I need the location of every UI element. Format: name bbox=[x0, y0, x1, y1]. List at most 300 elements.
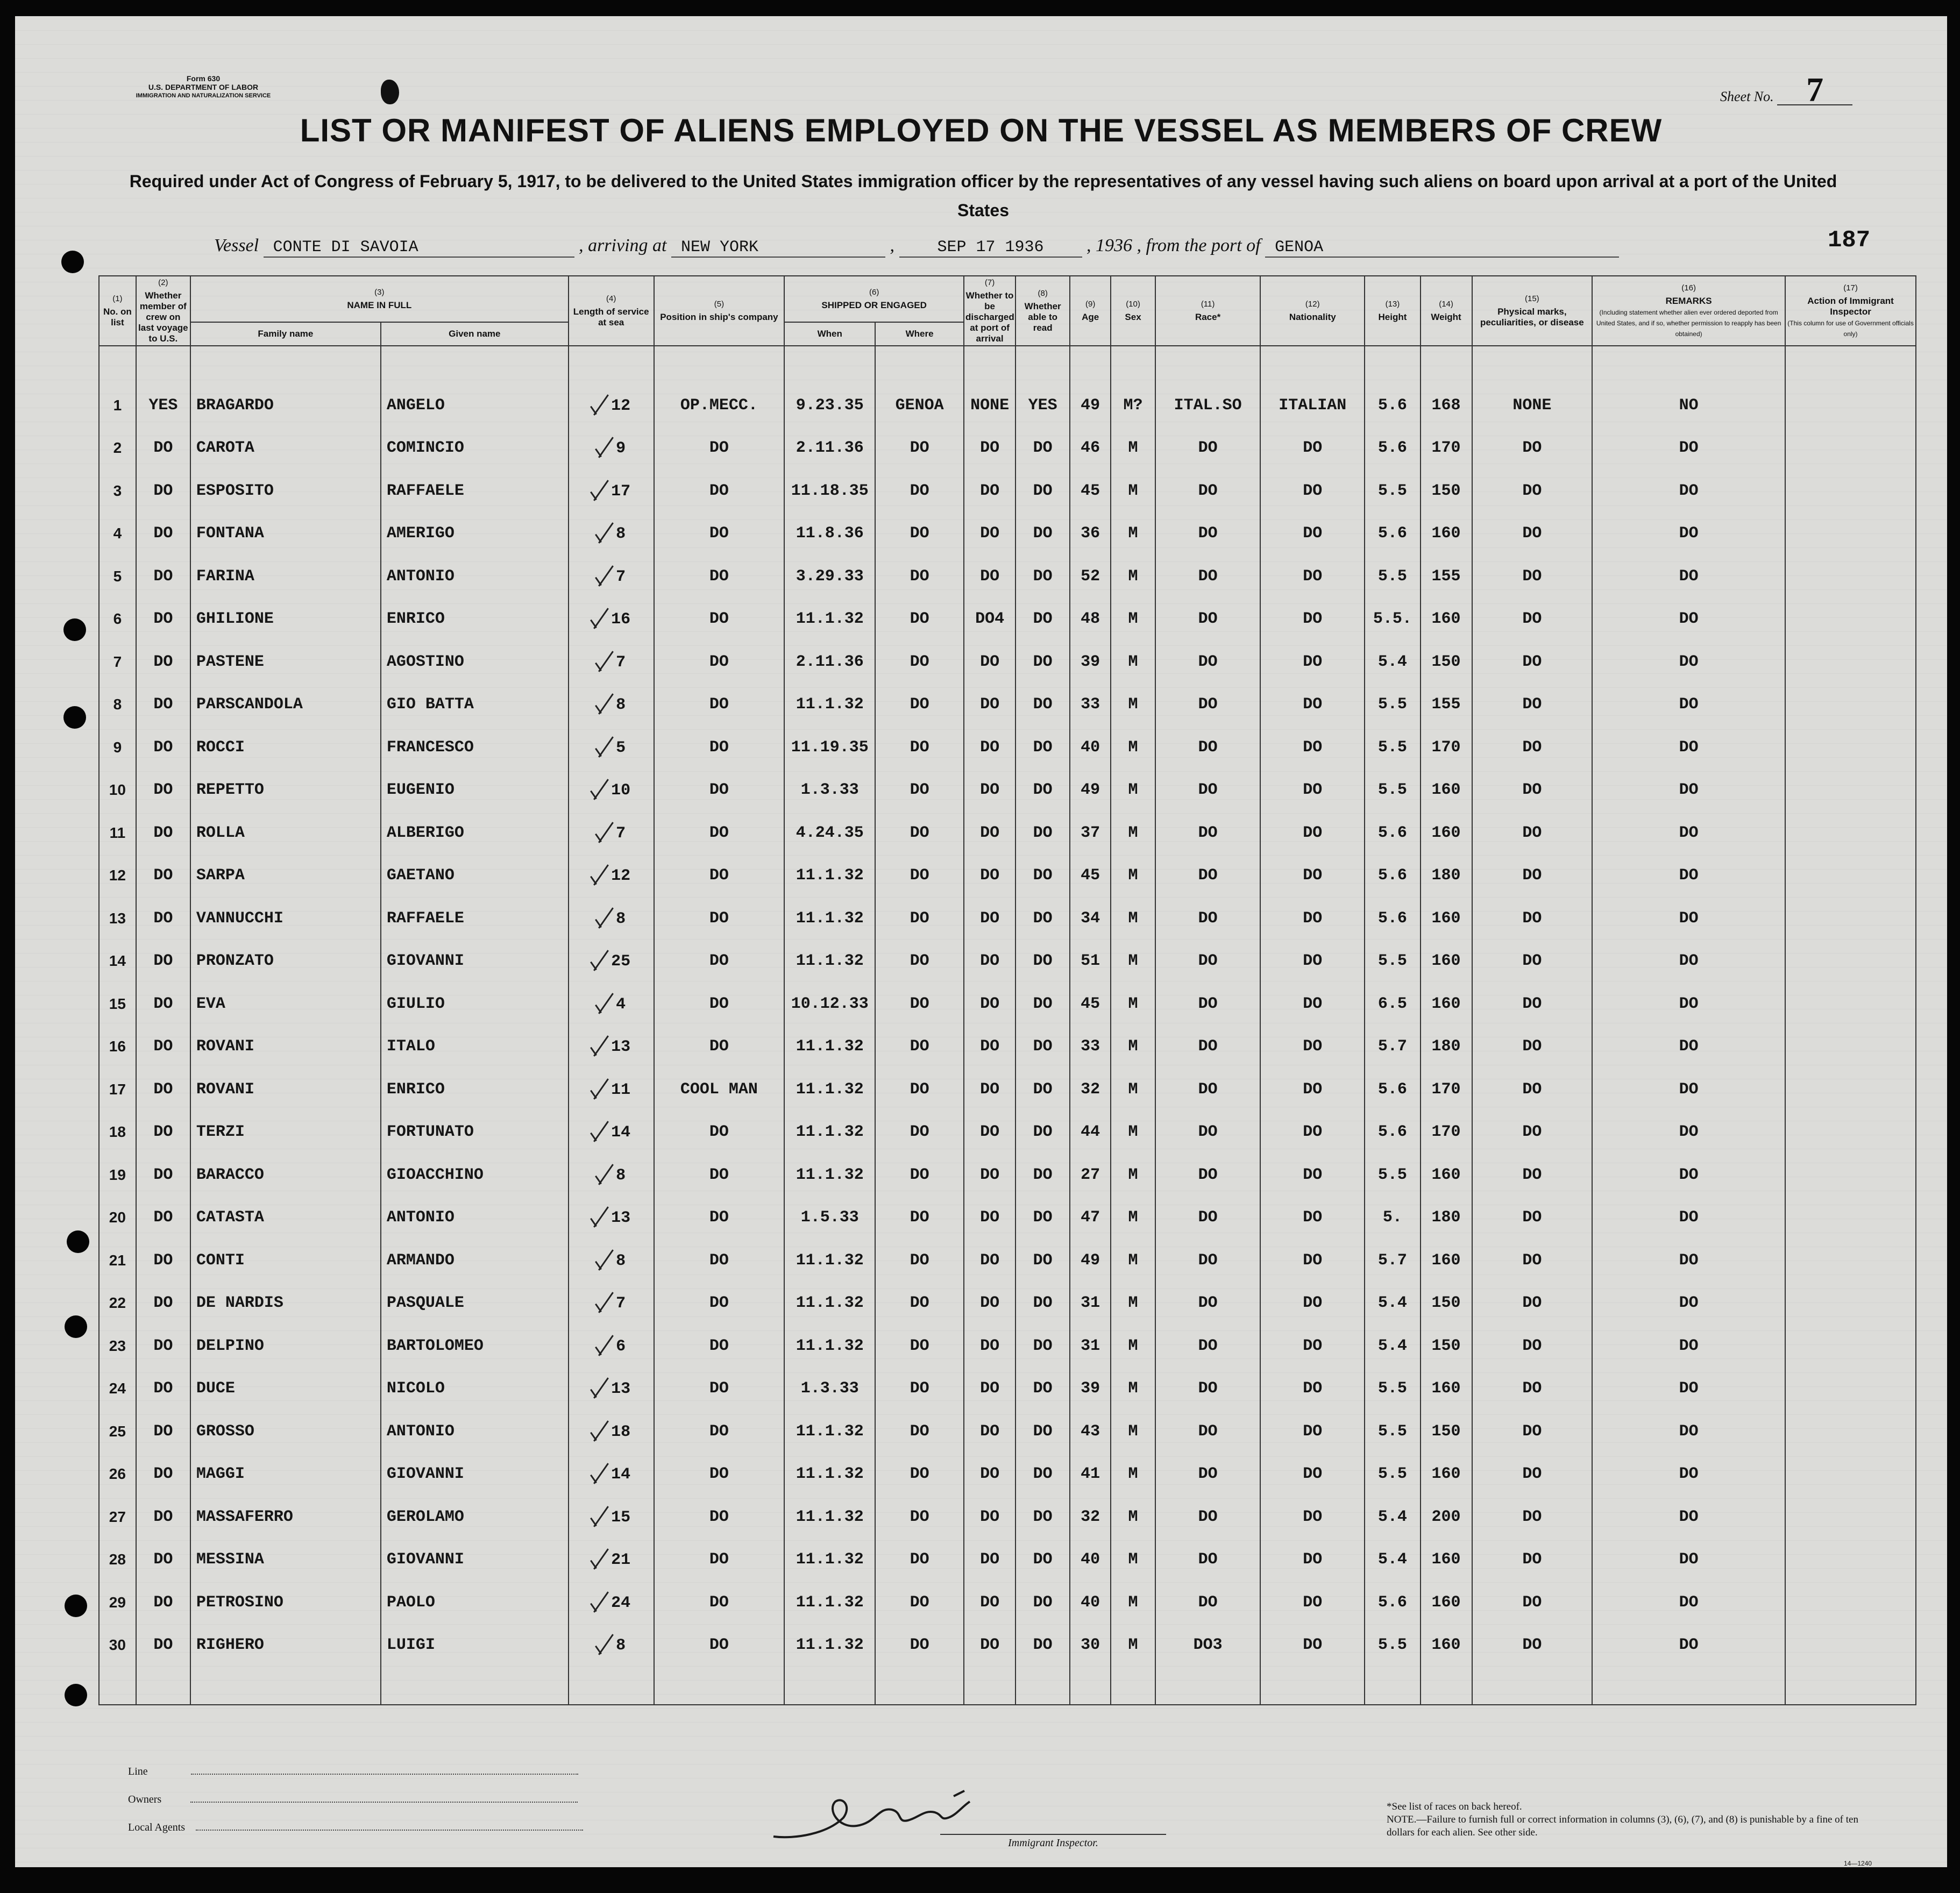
age-cell bbox=[1070, 1453, 1111, 1496]
family-name-cell bbox=[190, 726, 381, 769]
age-value: 44 bbox=[1081, 1123, 1100, 1142]
age-cell bbox=[1070, 1026, 1111, 1069]
row-number-cell bbox=[99, 1410, 136, 1453]
checkmark-icon bbox=[596, 1250, 613, 1271]
age-cell bbox=[1070, 1581, 1111, 1624]
shipped-where-value: DO bbox=[910, 1037, 929, 1056]
race-value: DO bbox=[1198, 1294, 1218, 1313]
discharged-value: DO bbox=[980, 1422, 1000, 1441]
shipped-where-cell bbox=[875, 469, 964, 513]
service-length-cell bbox=[569, 1410, 654, 1453]
able-to-read-cell bbox=[1015, 1239, 1070, 1282]
race-value: DO bbox=[1198, 866, 1218, 885]
height-cell bbox=[1365, 1325, 1420, 1368]
shipped-where-cell bbox=[875, 1496, 964, 1539]
able-to-read-value: DO bbox=[1033, 1336, 1053, 1355]
shipped-where-cell bbox=[875, 1068, 964, 1111]
physical-marks-value: DO bbox=[1522, 1465, 1542, 1484]
age-value: 31 bbox=[1081, 1294, 1100, 1313]
row-number-value: 27 bbox=[109, 1508, 126, 1525]
race-cell bbox=[1155, 1368, 1260, 1411]
row-number-cell bbox=[99, 1539, 136, 1582]
checkmark-icon bbox=[592, 1036, 608, 1057]
crew-last-voyage-value: YES bbox=[148, 396, 178, 415]
sex-value: M bbox=[1128, 952, 1138, 971]
weight-cell bbox=[1421, 1496, 1472, 1539]
family-name-value: PETROSINO bbox=[196, 1593, 283, 1612]
family-name-value: PARSCANDOLA bbox=[196, 695, 303, 714]
sex-value: M bbox=[1128, 481, 1138, 500]
height-value: 5.4 bbox=[1377, 1550, 1407, 1569]
service-length-value: 9 bbox=[616, 439, 626, 458]
position-cell bbox=[654, 1539, 785, 1582]
remarks-cell bbox=[1592, 684, 1785, 727]
physical-marks-value: DO bbox=[1522, 738, 1542, 757]
crew-last-voyage-value: DO bbox=[153, 1593, 173, 1612]
age-value: 41 bbox=[1081, 1465, 1100, 1484]
sex-value: M bbox=[1128, 1123, 1138, 1142]
given-name-cell bbox=[381, 1068, 569, 1111]
checkmark-icon bbox=[596, 1335, 613, 1357]
discharged-value: DO bbox=[980, 1636, 1000, 1655]
inspector-action-cell bbox=[1785, 641, 1916, 684]
family-name-value: MESSINA bbox=[196, 1550, 264, 1569]
agents-field bbox=[196, 1830, 583, 1831]
remarks-value: DO bbox=[1679, 1422, 1699, 1441]
shipped-where-cell bbox=[875, 897, 964, 940]
height-value: 5.5 bbox=[1377, 738, 1407, 757]
sex-cell bbox=[1111, 983, 1155, 1026]
given-name-value: ANTONIO bbox=[386, 567, 455, 586]
physical-marks-value: DO bbox=[1522, 1208, 1542, 1227]
able-to-read-cell bbox=[1015, 769, 1070, 812]
sex-value: M bbox=[1128, 524, 1138, 543]
race-value: DO bbox=[1198, 1080, 1218, 1099]
position-value: DO bbox=[709, 1037, 729, 1056]
shipped-where-cell bbox=[875, 1239, 964, 1282]
nationality-value: DO bbox=[1303, 652, 1323, 671]
table-row bbox=[99, 1111, 1916, 1154]
shipped-when-value: 11.1.32 bbox=[796, 952, 864, 971]
able-to-read-value: DO bbox=[1033, 524, 1053, 543]
sex-value: M bbox=[1128, 1507, 1138, 1526]
shipped-where-cell bbox=[875, 1325, 964, 1368]
race-value: DO bbox=[1198, 952, 1218, 971]
able-to-read-cell bbox=[1015, 1624, 1070, 1667]
remarks-value: DO bbox=[1679, 439, 1699, 458]
service-length-cell bbox=[569, 1197, 654, 1240]
remarks-value: DO bbox=[1679, 567, 1699, 586]
row-number-value: 3 bbox=[113, 482, 122, 499]
weight-value: 170 bbox=[1431, 1123, 1461, 1142]
position-value: DO bbox=[709, 823, 729, 842]
able-to-read-cell bbox=[1015, 598, 1070, 641]
row-number-cell bbox=[99, 1111, 136, 1154]
able-to-read-cell bbox=[1015, 855, 1070, 898]
row-number-cell bbox=[99, 1068, 136, 1111]
shipped-when-value: 11.1.32 bbox=[796, 1294, 864, 1313]
family-name-value: MAGGI bbox=[196, 1465, 245, 1484]
nationality-cell bbox=[1260, 684, 1365, 727]
service-length-cell bbox=[569, 812, 654, 855]
weight-cell bbox=[1421, 726, 1472, 769]
discharged-value: DO bbox=[980, 1294, 1000, 1313]
height-value: 5.7 bbox=[1377, 1037, 1407, 1056]
weight-cell bbox=[1421, 855, 1472, 898]
service-length-value: 10 bbox=[611, 781, 631, 800]
table-row bbox=[99, 940, 1916, 983]
age-cell bbox=[1070, 769, 1111, 812]
shipped-when-value: 3.29.33 bbox=[796, 567, 864, 586]
age-cell bbox=[1070, 1539, 1111, 1582]
checkmark-icon bbox=[596, 1292, 613, 1314]
weight-cell bbox=[1421, 812, 1472, 855]
given-name-cell bbox=[381, 1282, 569, 1325]
service-length-cell bbox=[569, 1111, 654, 1154]
line-field bbox=[191, 1774, 578, 1775]
crew-last-voyage-cell bbox=[136, 1111, 190, 1154]
sex-cell bbox=[1111, 1325, 1155, 1368]
col-header-given-name: Given name bbox=[381, 322, 569, 346]
discharged-value: DO bbox=[980, 1507, 1000, 1526]
sex-value: M bbox=[1128, 1593, 1138, 1612]
position-cell bbox=[654, 983, 785, 1026]
family-name-cell bbox=[190, 1581, 381, 1624]
position-cell bbox=[654, 897, 785, 940]
shipped-where-cell bbox=[875, 812, 964, 855]
row-number-value: 7 bbox=[113, 653, 122, 670]
sex-value: M? bbox=[1123, 396, 1143, 415]
table-row bbox=[99, 641, 1916, 684]
table-row bbox=[99, 1496, 1916, 1539]
shipped-where-value: GENOA bbox=[895, 396, 944, 415]
remarks-cell bbox=[1592, 1154, 1785, 1197]
row-number-cell bbox=[99, 555, 136, 598]
family-name-value: DUCE bbox=[196, 1379, 235, 1398]
discharged-value: DO bbox=[980, 1037, 1000, 1056]
weight-value: 160 bbox=[1431, 1636, 1461, 1655]
sex-cell bbox=[1111, 897, 1155, 940]
nationality-value: DO bbox=[1303, 439, 1323, 458]
position-value: COOL MAN bbox=[680, 1080, 758, 1099]
position-value: DO bbox=[709, 1165, 729, 1184]
given-name-value: COMINCIO bbox=[386, 439, 464, 458]
height-cell bbox=[1365, 1368, 1420, 1411]
given-name-value: ANGELO bbox=[386, 396, 445, 415]
race-cell bbox=[1155, 469, 1260, 513]
checkmark-icon bbox=[592, 1463, 608, 1485]
crew-last-voyage-cell bbox=[136, 812, 190, 855]
age-cell bbox=[1070, 1068, 1111, 1111]
physical-marks-value: DO bbox=[1522, 1037, 1542, 1056]
shipped-where-value: DO bbox=[910, 524, 929, 543]
race-cell bbox=[1155, 1111, 1260, 1154]
nationality-value: DO bbox=[1303, 481, 1323, 500]
given-name-value: GIOVANNI bbox=[386, 1465, 464, 1484]
family-name-value: CAROTA bbox=[196, 439, 254, 458]
shipped-when-cell bbox=[784, 1581, 875, 1624]
col-header-no: (1) No. on list bbox=[99, 276, 136, 346]
discharged-cell bbox=[964, 598, 1015, 641]
shipped-when-value: 11.1.32 bbox=[796, 1465, 864, 1484]
discharged-cell bbox=[964, 384, 1015, 427]
height-value: 5.6 bbox=[1377, 1593, 1407, 1612]
height-cell bbox=[1365, 427, 1420, 470]
height-value: 5.5 bbox=[1377, 1465, 1407, 1484]
discharged-cell bbox=[964, 1539, 1015, 1582]
row-number-value: 20 bbox=[109, 1209, 126, 1226]
sex-value: M bbox=[1128, 610, 1138, 629]
family-name-cell bbox=[190, 1111, 381, 1154]
sex-value: M bbox=[1128, 695, 1138, 714]
able-to-read-value: DO bbox=[1033, 1123, 1053, 1142]
remarks-value: DO bbox=[1679, 524, 1699, 543]
able-to-read-value: DO bbox=[1033, 952, 1053, 971]
crew-last-voyage-cell bbox=[136, 1026, 190, 1069]
able-to-read-value: DO bbox=[1033, 909, 1053, 928]
given-name-cell bbox=[381, 1325, 569, 1368]
able-to-read-cell bbox=[1015, 812, 1070, 855]
shipped-where-value: DO bbox=[910, 1422, 929, 1441]
given-name-cell bbox=[381, 427, 569, 470]
row-number-cell bbox=[99, 427, 136, 470]
service-length-value: 12 bbox=[611, 867, 631, 886]
discharged-cell bbox=[964, 1197, 1015, 1240]
height-cell bbox=[1365, 1624, 1420, 1667]
header-row bbox=[99, 276, 1916, 322]
position-value: DO bbox=[709, 738, 729, 757]
age-value: 47 bbox=[1081, 1208, 1100, 1227]
punch-hole bbox=[65, 1595, 87, 1617]
row-number-value: 8 bbox=[113, 696, 122, 713]
shipped-where-cell bbox=[875, 555, 964, 598]
able-to-read-cell bbox=[1015, 1539, 1070, 1582]
physical-marks-cell bbox=[1472, 384, 1593, 427]
position-cell bbox=[654, 1282, 785, 1325]
physical-marks-cell bbox=[1472, 1282, 1593, 1325]
inspector-action-cell bbox=[1785, 598, 1916, 641]
nationality-value: DO bbox=[1303, 738, 1323, 757]
given-name-value: AGOSTINO bbox=[386, 652, 464, 671]
sheet-label: Sheet No. bbox=[1720, 89, 1774, 104]
col-header-able-to-read: (8) Whether able to read bbox=[1015, 276, 1070, 346]
weight-value: 160 bbox=[1431, 610, 1461, 629]
shipped-where-cell bbox=[875, 1581, 964, 1624]
family-name-value: SARPA bbox=[196, 866, 245, 885]
row-number-cell bbox=[99, 897, 136, 940]
shipped-when-cell bbox=[784, 726, 875, 769]
weight-cell bbox=[1421, 1111, 1472, 1154]
able-to-read-value: DO bbox=[1033, 567, 1053, 586]
owners-field bbox=[190, 1802, 578, 1803]
col-header-sex: (10) Sex bbox=[1111, 276, 1155, 346]
position-cell bbox=[654, 469, 785, 513]
family-name-value: BARACCO bbox=[196, 1165, 264, 1184]
crew-last-voyage-cell bbox=[136, 1410, 190, 1453]
shipped-when-value: 11.8.36 bbox=[796, 524, 864, 543]
age-value: 45 bbox=[1081, 994, 1100, 1013]
given-name-cell bbox=[381, 384, 569, 427]
position-cell bbox=[654, 1154, 785, 1197]
nationality-value: DO bbox=[1303, 1507, 1323, 1526]
row-number-cell bbox=[99, 641, 136, 684]
race-cell bbox=[1155, 1624, 1260, 1667]
position-cell bbox=[654, 555, 785, 598]
service-length-cell bbox=[569, 1581, 654, 1624]
position-value: DO bbox=[709, 652, 729, 671]
remarks-cell bbox=[1592, 1026, 1785, 1069]
crew-last-voyage-cell bbox=[136, 940, 190, 983]
col-header-weight: (14) Weight bbox=[1421, 276, 1472, 346]
discharged-value: DO bbox=[980, 1080, 1000, 1099]
row-number-cell bbox=[99, 598, 136, 641]
physical-marks-value: DO bbox=[1522, 909, 1542, 928]
sex-cell bbox=[1111, 1239, 1155, 1282]
age-value: 33 bbox=[1081, 1037, 1100, 1056]
shipped-when-value: 1.3.33 bbox=[800, 781, 859, 800]
position-value: DO bbox=[709, 481, 729, 500]
physical-marks-value: DO bbox=[1522, 1636, 1542, 1655]
weight-value: 160 bbox=[1431, 1550, 1461, 1569]
position-cell bbox=[654, 384, 785, 427]
age-value: 33 bbox=[1081, 695, 1100, 714]
discharged-value: DO bbox=[980, 1123, 1000, 1142]
shipped-when-cell bbox=[784, 1325, 875, 1368]
given-name-value: ENRICO bbox=[386, 1080, 445, 1099]
row-number-cell bbox=[99, 983, 136, 1026]
age-cell bbox=[1070, 598, 1111, 641]
weight-cell bbox=[1421, 983, 1472, 1026]
checkmark-icon bbox=[596, 737, 613, 758]
service-length-cell bbox=[569, 427, 654, 470]
checkmark-icon bbox=[592, 779, 608, 801]
age-value: 32 bbox=[1081, 1507, 1100, 1526]
race-value: DO bbox=[1198, 524, 1218, 543]
position-cell bbox=[654, 1239, 785, 1282]
family-name-value: ROLLA bbox=[196, 823, 245, 842]
row-number-value: 6 bbox=[113, 610, 122, 628]
race-cell bbox=[1155, 684, 1260, 727]
discharged-cell bbox=[964, 940, 1015, 983]
able-to-read-cell bbox=[1015, 1325, 1070, 1368]
given-name-cell bbox=[381, 983, 569, 1026]
shipped-when-value: 1.5.33 bbox=[800, 1208, 859, 1227]
checkmark-icon bbox=[592, 395, 608, 416]
checkmark-icon bbox=[596, 437, 613, 459]
shipped-where-value: DO bbox=[910, 1550, 929, 1569]
physical-marks-value: DO bbox=[1522, 524, 1542, 543]
able-to-read-value: YES bbox=[1028, 396, 1057, 415]
service-length-cell bbox=[569, 1539, 654, 1582]
shipped-when-value: 11.1.32 bbox=[796, 866, 864, 885]
shipped-where-value: DO bbox=[910, 1294, 929, 1313]
height-value: 5.6 bbox=[1377, 823, 1407, 842]
shipped-where-cell bbox=[875, 427, 964, 470]
crew-last-voyage-value: DO bbox=[153, 439, 173, 458]
physical-marks-cell bbox=[1472, 684, 1593, 727]
physical-marks-value: DO bbox=[1522, 481, 1542, 500]
position-value: DO bbox=[709, 439, 729, 458]
service-length-value: 17 bbox=[611, 482, 631, 501]
col-header-age: (9) Age bbox=[1070, 276, 1111, 346]
weight-value: 160 bbox=[1431, 909, 1461, 928]
weight-value: 200 bbox=[1431, 1507, 1461, 1526]
able-to-read-cell bbox=[1015, 1581, 1070, 1624]
able-to-read-cell bbox=[1015, 684, 1070, 727]
service-length-value: 8 bbox=[616, 696, 626, 715]
position-value: DO bbox=[709, 994, 729, 1013]
shipped-when-cell bbox=[784, 1539, 875, 1582]
crew-last-voyage-value: DO bbox=[153, 695, 173, 714]
race-value: DO bbox=[1198, 1165, 1218, 1184]
physical-marks-value: DO bbox=[1522, 781, 1542, 800]
race-cell bbox=[1155, 1026, 1260, 1069]
height-value: 5.5 bbox=[1377, 1422, 1407, 1441]
given-name-value: FORTUNATO bbox=[386, 1123, 474, 1142]
col-header-height: (13) Height bbox=[1365, 276, 1420, 346]
inspector-action-cell bbox=[1785, 1539, 1916, 1582]
shipped-where-value: DO bbox=[910, 1593, 929, 1612]
race-cell bbox=[1155, 983, 1260, 1026]
nationality-value: DO bbox=[1303, 1251, 1323, 1270]
remarks-cell bbox=[1592, 940, 1785, 983]
height-value: 5.5 bbox=[1377, 952, 1407, 971]
row-number-cell bbox=[99, 1453, 136, 1496]
weight-cell bbox=[1421, 940, 1472, 983]
given-name-value: FRANCESCO bbox=[386, 738, 474, 757]
discharged-cell bbox=[964, 1068, 1015, 1111]
arriving-port: NEW YORK bbox=[671, 238, 885, 258]
able-to-read-value: DO bbox=[1033, 1422, 1053, 1441]
service-length-cell bbox=[569, 469, 654, 513]
nationality-cell bbox=[1260, 1581, 1365, 1624]
position-cell bbox=[654, 1410, 785, 1453]
discharged-value: DO bbox=[980, 439, 1000, 458]
remarks-cell bbox=[1592, 983, 1785, 1026]
checkmark-icon bbox=[596, 1634, 613, 1656]
physical-marks-cell bbox=[1472, 1111, 1593, 1154]
race-value: DO bbox=[1198, 1336, 1218, 1355]
physical-marks-cell bbox=[1472, 1239, 1593, 1282]
discharged-value: DO bbox=[980, 781, 1000, 800]
able-to-read-cell bbox=[1015, 726, 1070, 769]
family-name-cell bbox=[190, 1068, 381, 1111]
age-cell bbox=[1070, 897, 1111, 940]
physical-marks-value: DO bbox=[1522, 652, 1542, 671]
row-number-value: 2 bbox=[113, 439, 122, 457]
family-name-value: FARINA bbox=[196, 567, 254, 586]
able-to-read-cell bbox=[1015, 513, 1070, 556]
able-to-read-value: DO bbox=[1033, 1165, 1053, 1184]
race-cell bbox=[1155, 1453, 1260, 1496]
able-to-read-cell bbox=[1015, 940, 1070, 983]
row-number-value: 9 bbox=[113, 738, 122, 756]
age-value: 31 bbox=[1081, 1336, 1100, 1355]
given-name-value: GIOVANNI bbox=[386, 1550, 464, 1569]
nationality-cell bbox=[1260, 1197, 1365, 1240]
weight-value: 150 bbox=[1431, 1336, 1461, 1355]
physical-marks-value: DO bbox=[1522, 1593, 1542, 1612]
position-value: DO bbox=[709, 1550, 729, 1569]
age-value: 40 bbox=[1081, 738, 1100, 757]
family-name-value: CONTI bbox=[196, 1251, 245, 1270]
physical-marks-cell bbox=[1472, 769, 1593, 812]
weight-value: 160 bbox=[1431, 1165, 1461, 1184]
row-number-value: 29 bbox=[109, 1593, 126, 1611]
race-value: DO bbox=[1198, 994, 1218, 1013]
table-row bbox=[99, 855, 1916, 898]
weight-cell bbox=[1421, 1282, 1472, 1325]
